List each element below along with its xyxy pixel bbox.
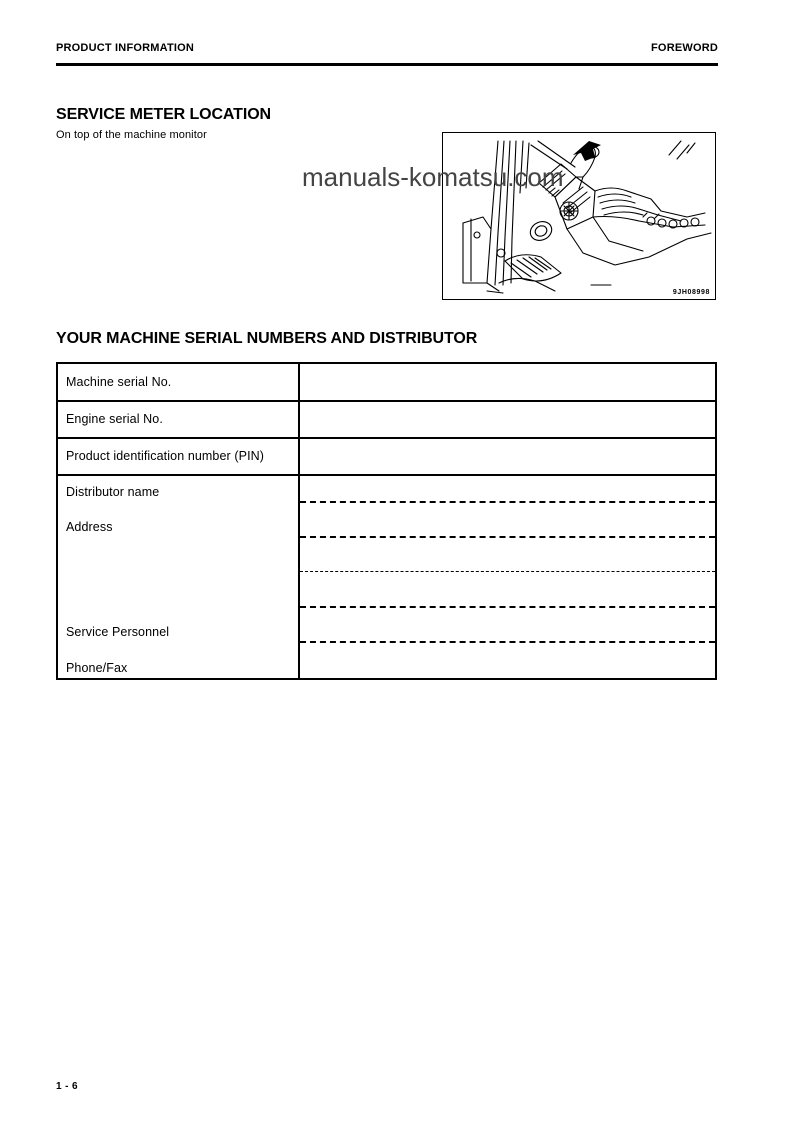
header-right-text: FOREWORD	[651, 42, 718, 54]
table-row-divider-3	[58, 474, 715, 476]
cab-interior-illustration-icon	[443, 133, 715, 299]
page-number: 1 - 6	[56, 1081, 79, 1092]
running-header	[56, 42, 718, 64]
write-in-dashed-line-4	[300, 606, 715, 608]
section-subtitle-service-meter-location: On top of the machine monitor	[56, 129, 207, 141]
write-in-dashed-line-2	[300, 536, 715, 538]
table-label-phone-fax: Phone/Fax	[66, 661, 128, 675]
table-label-service-personnel: Service Personnel	[66, 625, 170, 639]
section-title-service-meter-location: SERVICE METER LOCATION	[56, 106, 272, 123]
header-left-text: PRODUCT INFORMATION	[56, 42, 195, 54]
write-in-dashed-line-3	[300, 571, 715, 572]
write-in-dashed-line-5	[300, 641, 715, 643]
table-label-address: Address	[66, 520, 113, 534]
figure-service-meter-location	[442, 132, 716, 300]
header-divider-rule	[56, 63, 718, 66]
table-label-distributor-name: Distributor name	[66, 485, 160, 499]
write-in-dashed-line-1	[300, 501, 715, 503]
table-row-divider-2	[58, 437, 715, 439]
serial-numbers-table	[56, 362, 717, 680]
section-title-serial-numbers: YOUR MACHINE SERIAL NUMBERS AND DISTRIBUTOR	[56, 330, 478, 347]
table-row-divider-1	[58, 400, 715, 402]
figure-id-label: 9JH08998	[672, 289, 710, 296]
table-column-divider	[298, 364, 300, 678]
watermark-text: manuals-komatsu.com	[302, 162, 564, 192]
table-label-engine-serial-no: Engine serial No.	[66, 412, 163, 426]
table-label-product-identification-number: Product identification number (PIN)	[66, 449, 265, 463]
table-label-machine-serial-no: Machine serial No.	[66, 375, 172, 389]
